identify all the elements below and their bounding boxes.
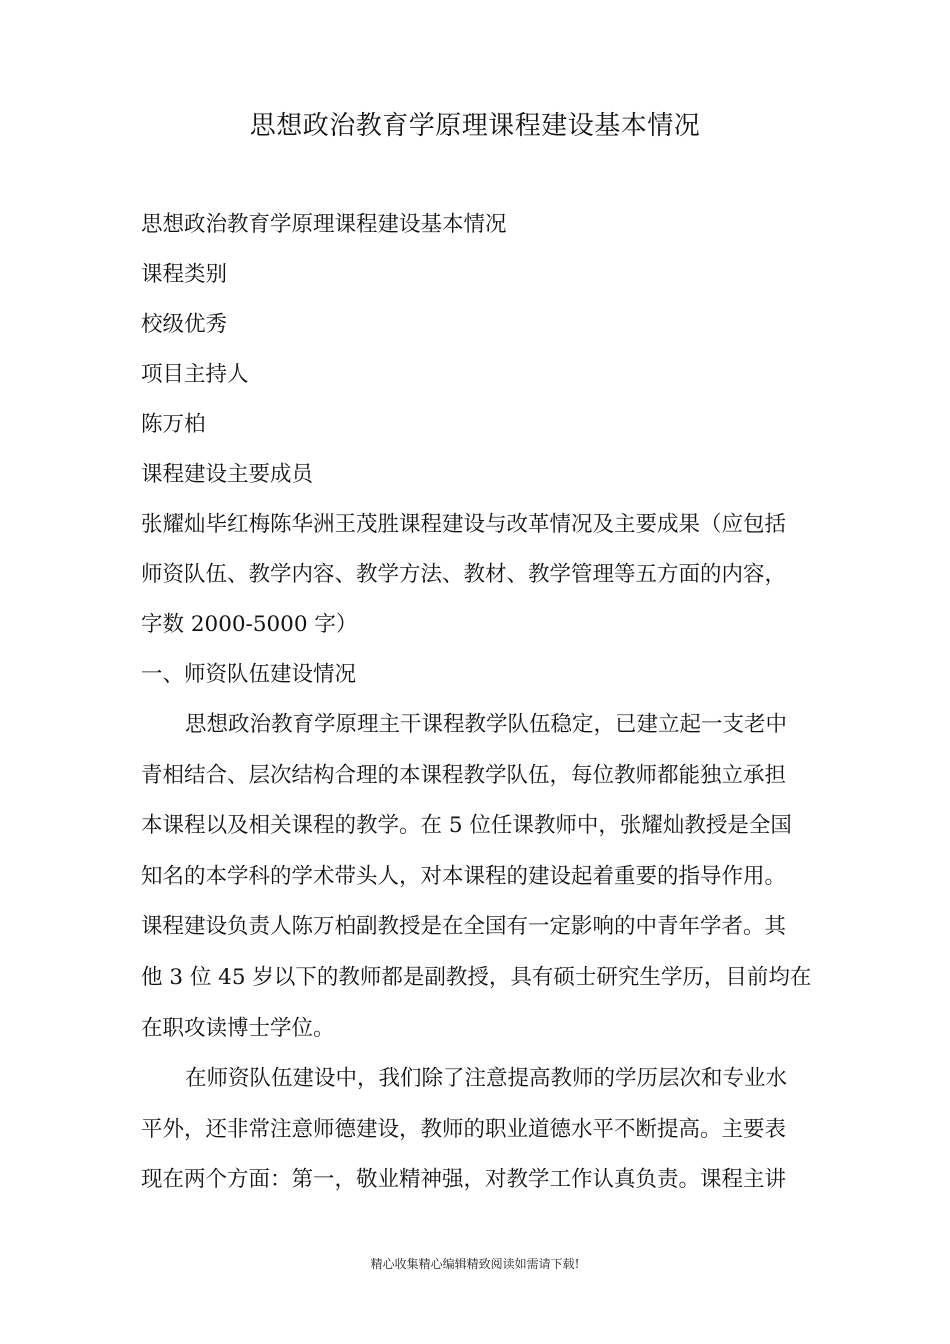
paragraph-line: 知名的本学科的学术带头人，对本课程的建设起着重要的指导作用。 bbox=[141, 863, 787, 889]
document-title: 思想政治教育学原理课程建设基本情况 bbox=[249, 111, 701, 141]
text-line-scope: 师资队伍、教学内容、教学方法、教材、教学管理等五方面的内容， bbox=[141, 562, 787, 587]
text-line-members-value: 张耀灿毕红梅陈华洲王茂胜课程建设与改革情况及主要成果（应包括 bbox=[141, 512, 787, 537]
paragraph-teacher-ethics bbox=[141, 1054, 821, 1206]
paragraph-line: 思想政治教育学原理主干课程教学队伍稳定，已建立起一支老中 bbox=[185, 712, 788, 737]
paragraph-line: 青相结合、层次结构合理的本课程教学队伍，每位教师都能独立承担 bbox=[141, 762, 787, 788]
text-line-members-label: 课程建设主要成员 bbox=[141, 462, 314, 487]
text-line-category-label: 课程类别 bbox=[141, 262, 228, 287]
page-footer: 精心收集精心编辑精致阅读如需请下载! bbox=[370, 1257, 580, 1271]
paragraph-line: 课程建设负责人陈万柏副教授是在全国有一定影响的中青年学者。其 bbox=[141, 914, 787, 940]
text-line-category-value: 校级优秀 bbox=[141, 312, 228, 337]
paragraph-faculty-stability bbox=[141, 700, 821, 1054]
paragraph-line: 在师资队伍建设中，我们除了注意提高教师的学历层次和专业水 bbox=[185, 1066, 788, 1092]
section-heading-faculty: 一、师资队伍建设情况 bbox=[141, 662, 357, 687]
document-body bbox=[141, 200, 821, 1206]
text-line-word-count: 字数 2000-5000 字） bbox=[141, 612, 358, 637]
paragraph-line: 平外，还非常注意师德建设，教师的职业道德水平不断提高。主要表 bbox=[141, 1116, 787, 1142]
text-line-leader-label: 项目主持人 bbox=[141, 362, 249, 387]
paragraph-line: 现在两个方面：第一，敬业精神强，对教学工作认真负责。课程主讲 bbox=[141, 1167, 787, 1193]
paragraph-line: 他 3 位 45 岁以下的教师都是副教授，具有硕士研究生学历，目前均在 bbox=[141, 964, 812, 990]
text-line-leader-value: 陈万柏 bbox=[141, 412, 206, 437]
paragraph-line: 本课程以及相关课程的教学。在 5 位任课教师中，张耀灿教授是全国 bbox=[141, 813, 792, 839]
paragraph-line: 在职攻读博士学位。 bbox=[141, 1015, 335, 1041]
text-line-course-name: 思想政治教育学原理课程建设基本情况 bbox=[141, 212, 507, 237]
